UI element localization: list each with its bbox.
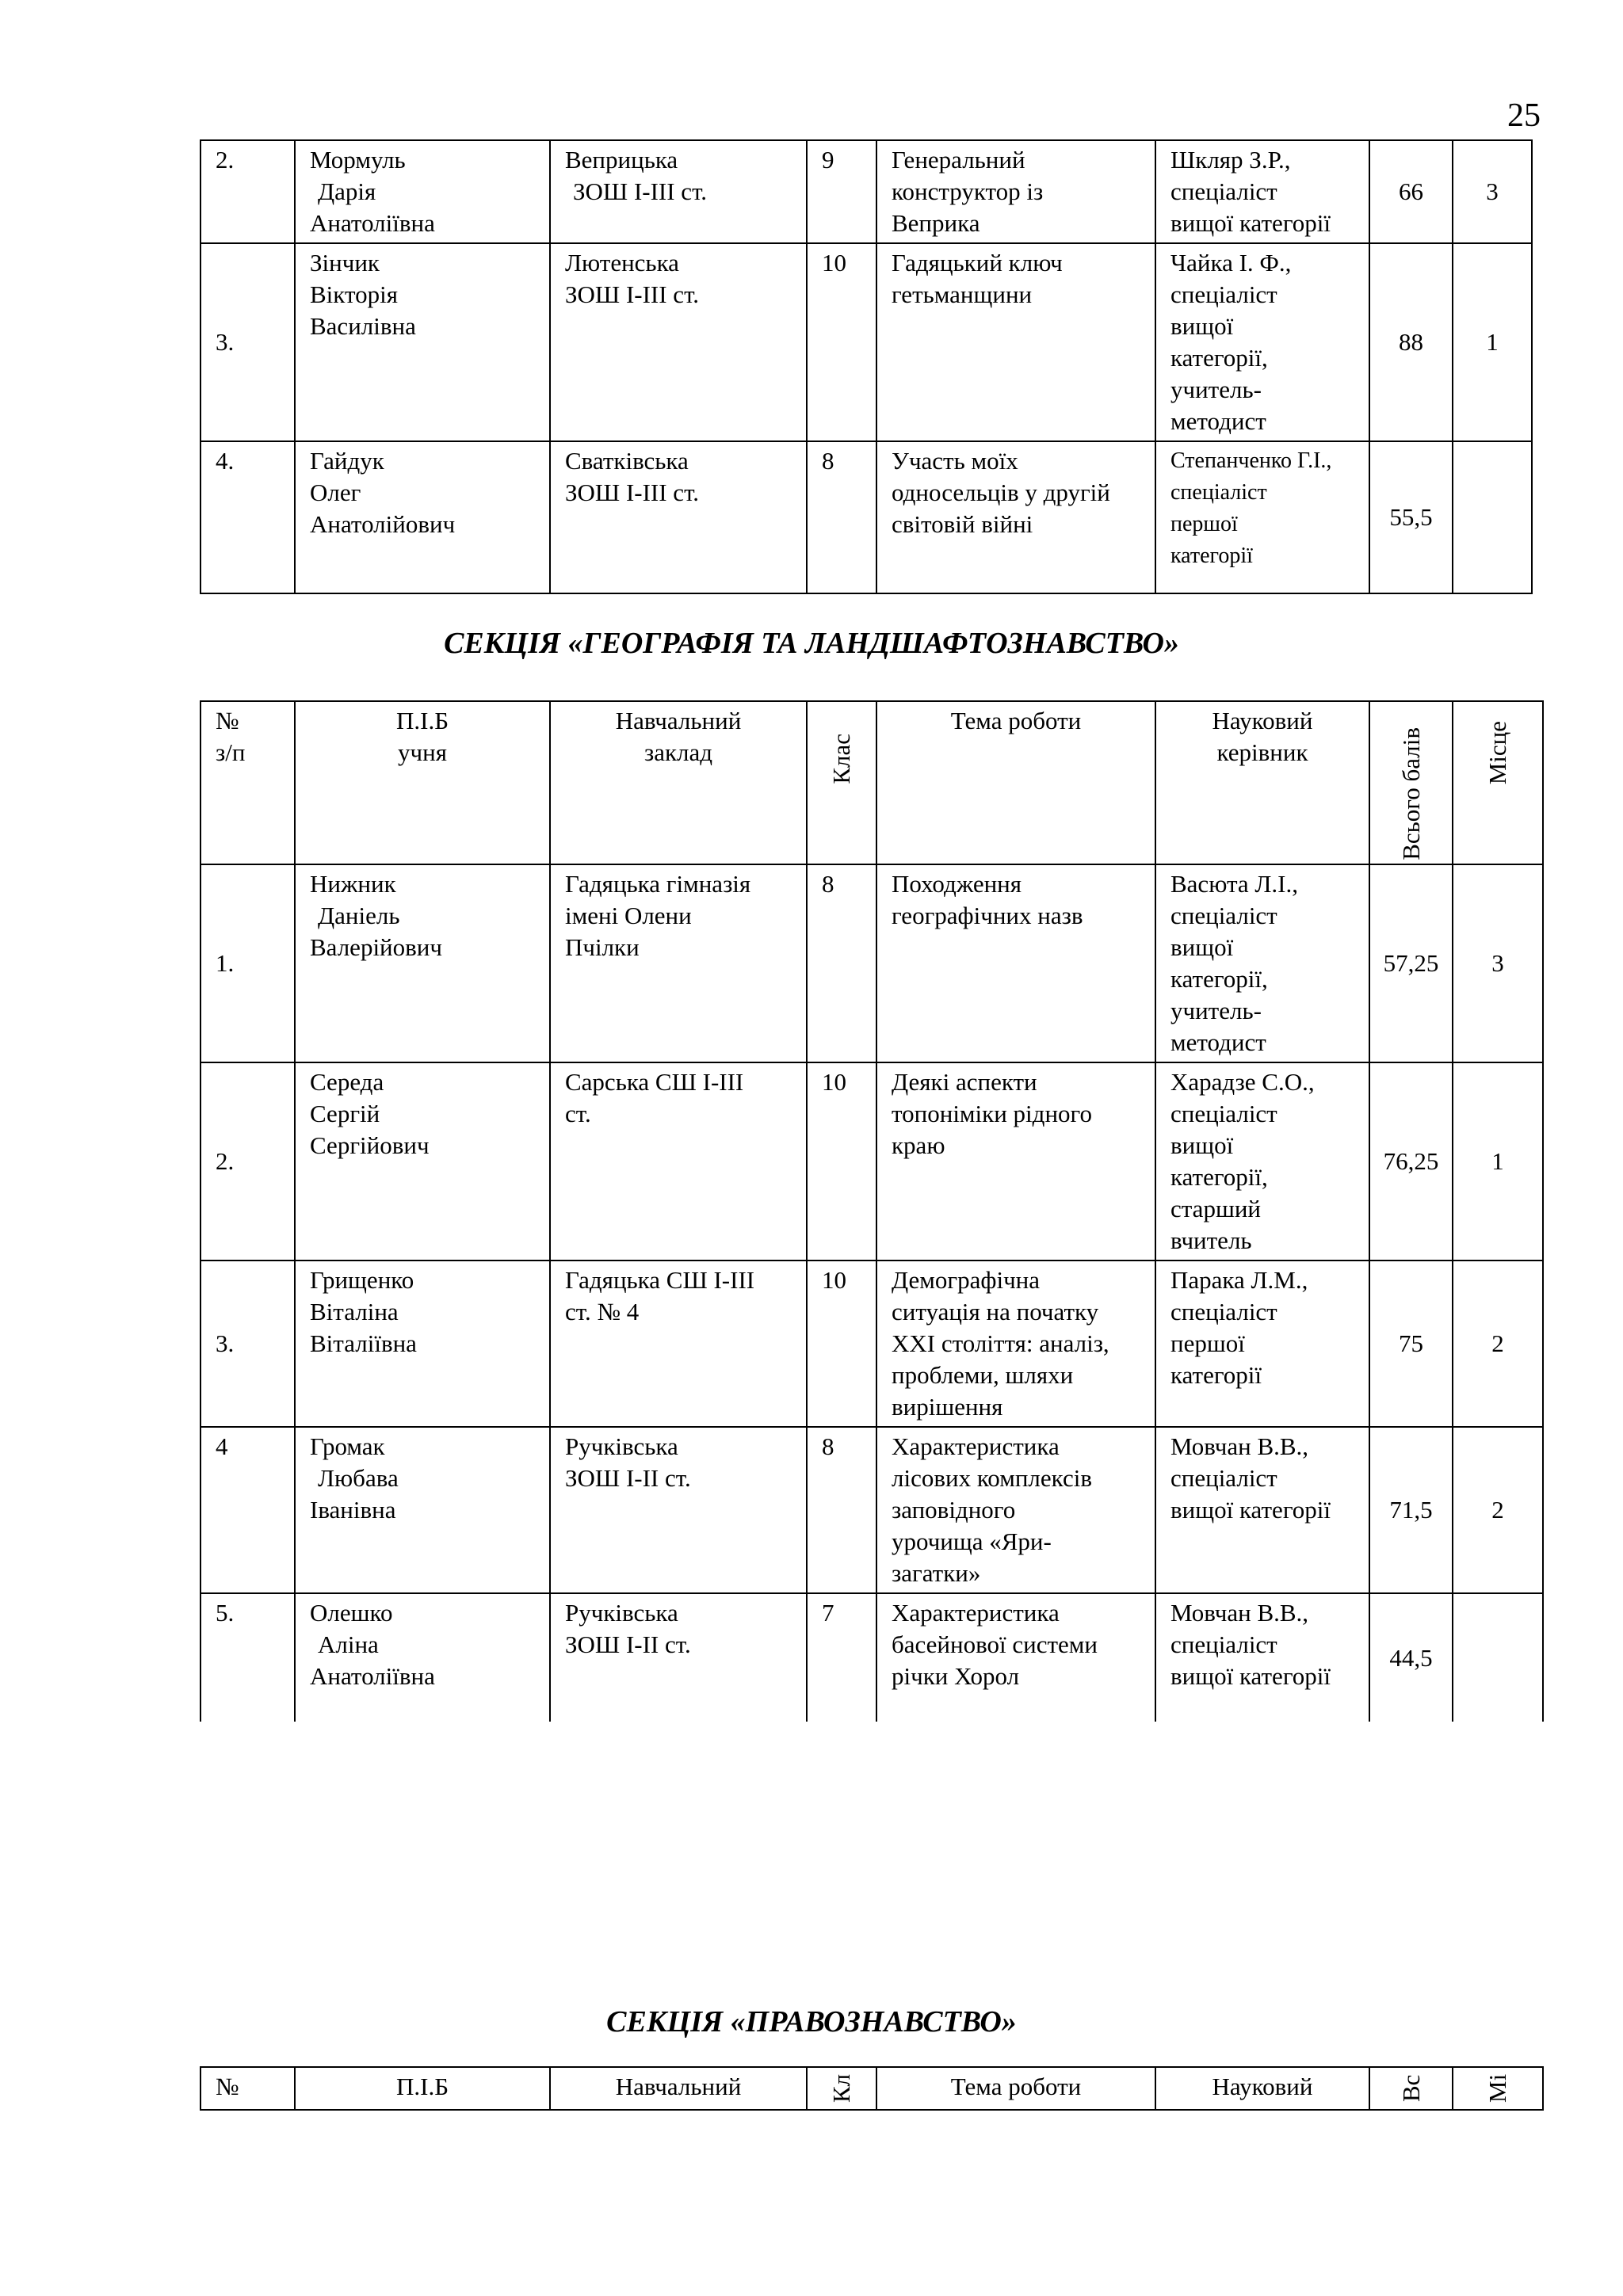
student-name [295,1593,550,1722]
school-line: Лютенська [565,249,679,277]
name-line: Мормуль [310,146,406,174]
supervisor-line: Мовчан В.В., [1170,1599,1309,1627]
school-line: Гадяцька СШ І-ІІІ [565,1266,755,1294]
place-value: 3 [1453,140,1532,243]
work-topic [876,243,1155,441]
total-score: 71,5 [1369,1427,1453,1593]
supervisor-line: категорії [1170,1361,1262,1389]
name-line: Громак [310,1432,385,1460]
supervisor-line: категорії [1170,543,1253,568]
name-line: Середа [310,1068,384,1096]
header-class [807,701,876,864]
class-value: 8 [807,864,876,1062]
school-name [550,864,807,1062]
name-line: Анатолійович [310,510,456,538]
header-score [1369,2067,1453,2110]
table-row [200,1062,1543,1261]
supervisor-line: вищої категорії [1170,1662,1331,1690]
supervisor-line: Шкляр З.Р., [1170,146,1291,174]
supervisor-line: методист [1170,1028,1266,1056]
total-score: 57,25 [1369,864,1453,1062]
name-line: Любава [318,1464,399,1492]
supervisor-line: учитель- [1170,997,1262,1024]
table-row [200,243,1532,441]
name-line: Олег [310,479,361,506]
supervisor-line: Степанченко Г.І., [1170,448,1332,473]
work-topic [876,1261,1155,1427]
supervisor [1155,140,1369,243]
header-school-line1: Навчальний [615,707,742,734]
topic-line: проблеми, шляхи [892,1361,1074,1389]
student-name [295,1427,550,1593]
header-num: № [200,2067,295,2110]
topic-line: Веприка [892,209,980,237]
student-name [295,243,550,441]
supervisor-line: учитель- [1170,376,1262,403]
name-line: Олешко [310,1599,393,1627]
header-topic: Тема роботи [876,701,1155,864]
header-place-text: Мі [1484,2073,1511,2103]
school-line: ЗОШ І-ІІІ ст. [565,479,700,506]
supervisor [1155,441,1369,593]
supervisor-line: вищої категорії [1170,1496,1331,1524]
topic-line: гетьманщини [892,280,1033,308]
supervisor-line: спеціаліст [1170,1630,1277,1658]
topic-line: світовій війні [892,510,1033,538]
topic-line: загатки» [892,1559,981,1587]
header-place [1453,2067,1543,2110]
header-num-line2: з/п [216,738,246,766]
school-line: ст. № 4 [565,1298,640,1325]
header-num [200,701,295,864]
topic-line: односельців у другій [892,479,1110,506]
school-line: Гадяцька гімназія [565,870,751,898]
row-number: 3. [200,1261,295,1427]
place-value: 2 [1453,1261,1543,1427]
name-line: Грищенко [310,1266,414,1294]
place-value: 1 [1453,243,1532,441]
supervisor [1155,243,1369,441]
student-name [295,1261,550,1427]
supervisor-line: Парака Л.М., [1170,1266,1308,1294]
row-number: 1. [200,864,295,1062]
topic-line: Гадяцький ключ [892,249,1063,277]
total-score: 66 [1369,140,1453,243]
topic-line: заповідного [892,1496,1016,1524]
school-name [550,441,807,593]
student-name [295,864,550,1062]
name-line: Нижник [310,870,396,898]
school-line: ст. [565,1100,591,1127]
topic-line: Участь моїх [892,447,1018,475]
topic-line: Характеристика [892,1432,1060,1460]
header-name: П.І.Б [295,2067,550,2110]
name-line: Анатоліївна [310,209,435,237]
supervisor [1155,1062,1369,1261]
topic-line: Походження [892,870,1022,898]
topic-line: ситуація на початку [892,1298,1099,1325]
total-score: 88 [1369,243,1453,441]
row-number: 3. [200,243,295,441]
law-results-table [200,2066,1544,2111]
table-header-row [200,701,1543,864]
table-header-row [200,2067,1543,2110]
topic-line: урочища «Яри- [892,1527,1052,1555]
supervisor [1155,1593,1369,1722]
place-value: 2 [1453,1427,1543,1593]
topic-line: лісових комплексів [892,1464,1092,1492]
supervisor-line: категорії, [1170,1163,1268,1191]
row-number: 2. [200,140,295,243]
header-supervisor-line2: керівник [1216,738,1308,766]
name-line: Зінчик [310,249,380,277]
row-number: 4 [200,1427,295,1593]
supervisor-line: вищої [1170,933,1234,961]
header-school-line2: заклад [643,738,713,766]
place-value: 1 [1453,1062,1543,1261]
header-supervisor [1155,701,1369,864]
school-line: ЗОШ І-ІІІ ст. [573,177,708,205]
topic-line: Деякі аспекти [892,1068,1037,1096]
header-score-text: Вс [1396,2074,1425,2103]
supervisor-line: спеціаліст [1170,280,1277,308]
work-topic [876,1593,1155,1722]
school-line: Ручківська [565,1599,678,1627]
header-class-text: Клас [827,734,855,784]
school-line: Пчілки [565,933,640,961]
total-score: 44,5 [1369,1593,1453,1722]
topic-line: річки Хорол [892,1662,1020,1690]
header-name-line2: учня [398,738,447,766]
work-topic [876,140,1155,243]
name-line: Іванівна [310,1496,396,1524]
header-score [1369,701,1453,864]
class-value: 9 [807,140,876,243]
row-number: 2. [200,1062,295,1261]
name-line: Гайдук [310,447,384,475]
table-row [200,140,1532,243]
topic-line: Демографічна [892,1266,1041,1294]
supervisor-line: методист [1170,407,1266,435]
history-results-table [200,139,1533,594]
header-place [1453,701,1543,864]
topic-line: вирішення [892,1393,1003,1421]
class-value: 10 [807,1062,876,1261]
header-school: Навчальний [550,2067,807,2110]
name-line: Дарія [318,177,376,205]
row-number: 5. [200,1593,295,1722]
school-line: ЗОШ І-ІІІ ст. [565,280,700,308]
name-line: Віталіна [310,1298,399,1325]
supervisor [1155,864,1369,1062]
total-score: 76,25 [1369,1062,1453,1261]
work-topic [876,441,1155,593]
topic-line: басейнової системи [892,1630,1098,1658]
name-line: Сергій [310,1100,380,1127]
header-supervisor-line1: Науковий [1212,707,1313,734]
name-line: Даніель [318,902,400,929]
topic-line: краю [892,1131,945,1159]
school-name [550,1427,807,1593]
school-line: Ручківська [565,1432,678,1460]
place-value [1453,441,1532,593]
supervisor-line: Мовчан В.В., [1170,1432,1309,1460]
supervisor-line: вчитель [1170,1226,1252,1254]
work-topic [876,1427,1155,1593]
supervisor-line: вищої [1170,312,1234,340]
supervisor-line: спеціаліст [1170,1464,1277,1492]
supervisor-line: старший [1170,1195,1261,1222]
student-name [295,1062,550,1261]
table-row [200,1593,1543,1722]
table-row [200,441,1532,593]
supervisor-line: спеціаліст [1170,1298,1277,1325]
supervisor-line: категорії, [1170,965,1268,993]
school-line: Веприцька [565,146,678,174]
school-line: імені Олени [565,902,692,929]
topic-line: Характеристика [892,1599,1060,1627]
name-line: Вікторія [310,280,398,308]
class-value: 10 [807,1261,876,1427]
school-name [550,1062,807,1261]
school-line: ЗОШ І-ІІ ст. [565,1464,691,1492]
supervisor-line: спеціаліст [1170,902,1277,929]
header-topic: Тема роботи [876,2067,1155,2110]
name-line: Віталіївна [310,1329,417,1357]
school-line: Сватківська [565,447,689,475]
supervisor-line: спеціаліст [1170,480,1267,505]
header-place-text: Місце [1484,720,1511,784]
school-line: Сарська СШ І-ІІІ [565,1068,744,1096]
student-name [295,140,550,243]
class-value: 7 [807,1593,876,1722]
supervisor-line: першої [1170,512,1238,536]
topic-line: топоніміки рідного [892,1100,1092,1127]
total-score: 55,5 [1369,441,1453,593]
class-value: 10 [807,243,876,441]
row-number: 4. [200,441,295,593]
topic-line: географічних назв [892,902,1083,929]
supervisor-line: Чайка І. Ф., [1170,249,1292,277]
name-line: Валерійович [310,933,442,961]
supervisor-line: першої [1170,1329,1245,1357]
supervisor-line: Харадзе С.О., [1170,1068,1315,1096]
name-line: Сергійович [310,1131,430,1159]
school-name [550,243,807,441]
supervisor-line: вищої категорії [1170,209,1331,237]
header-supervisor: Науковий [1155,2067,1369,2110]
table-row [200,864,1543,1062]
table-row [200,1261,1543,1427]
place-value [1453,1593,1543,1722]
supervisor-line: вищої [1170,1131,1234,1159]
school-name [550,140,807,243]
header-class-text: Кл [827,2073,855,2103]
topic-line: ХХІ століття: аналіз, [892,1329,1109,1357]
header-name-line1: П.І.Б [395,707,449,734]
header-class [807,2067,876,2110]
header-school [550,701,807,864]
school-line: ЗОШ І-ІІ ст. [565,1630,691,1658]
name-line: Анатоліївна [310,1662,435,1690]
supervisor-line: категорії, [1170,344,1268,372]
topic-line: конструктор із [892,177,1044,205]
header-num-line1: № [216,707,239,734]
name-line: Василівна [310,312,416,340]
student-name [295,441,550,593]
work-topic [876,864,1155,1062]
name-line: Аліна [318,1630,379,1658]
total-score: 75 [1369,1261,1453,1427]
supervisor [1155,1427,1369,1593]
table-row [200,1427,1543,1593]
supervisor-line: спеціаліст [1170,1100,1277,1127]
school-name [550,1261,807,1427]
header-name [295,701,550,864]
class-value: 8 [807,441,876,593]
header-score-text: Всього балів [1396,727,1425,860]
class-value: 8 [807,1427,876,1593]
section-title-geography: СЕКЦІЯ «ГЕОГРАФІЯ ТА ЛАНДШАФТОЗНАВСТВО» [444,627,1179,660]
supervisor-line: спеціаліст [1170,177,1277,205]
place-value: 3 [1453,864,1543,1062]
section-title-law: СЕКЦІЯ «ПРАВОЗНАВСТВО» [606,2005,1017,2039]
school-name [550,1593,807,1722]
topic-line: Генеральний [892,146,1025,174]
page-number: 25 [1507,97,1541,134]
work-topic [876,1062,1155,1261]
supervisor [1155,1261,1369,1427]
supervisor-line: Васюта Л.І., [1170,870,1298,898]
geography-results-table [200,700,1544,1722]
